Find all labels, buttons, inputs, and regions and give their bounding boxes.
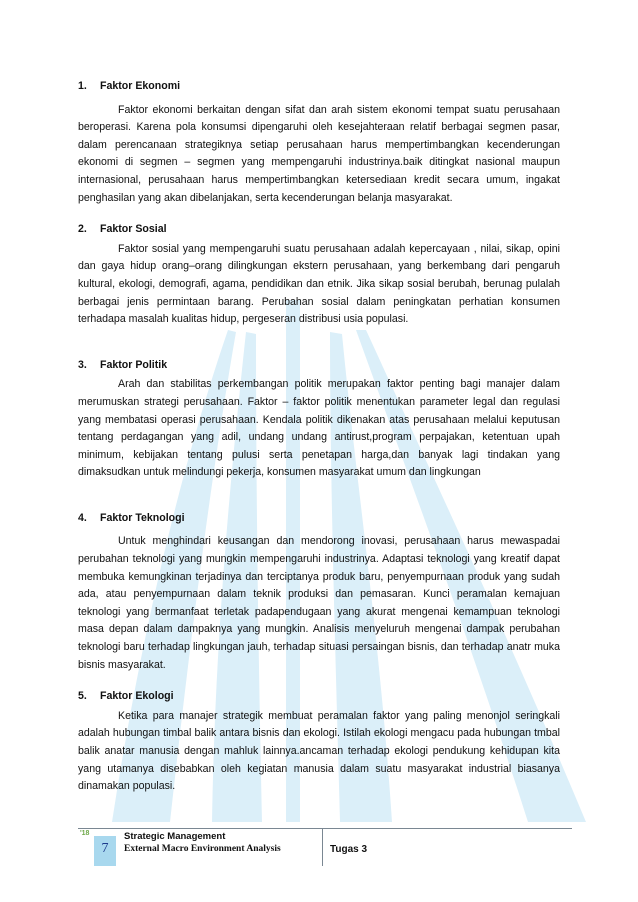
- footer-task-label: Tugas 3: [330, 844, 368, 855]
- section-faktor-politik: [78, 357, 560, 482]
- section-heading: [78, 221, 560, 239]
- footer-subtitle: External Macro Environment Analysis: [124, 844, 281, 854]
- section-faktor-sosial: [78, 221, 560, 329]
- section-heading: [78, 688, 560, 706]
- section-paragraph: Faktor ekonomi berkaitan dengan sifat dan arah sistem ekonomi tempat suatu perusahaan beroperasi. Karena pola konsumsi dipengaruhi oleh kesejahteraan relatif berbagai segmen pasar, dalam perencanaan strategiknya setiap perusahaan harus mempertimbangkan kecenderungan ekonomi di segmen – segmen yang mempengaruhi industrinya.baik ditingkat nasional maupun internasional, perusahaan harus mempertimbangkan ketersediaan kredit secara umum, ingakat penghasilan yang akan dibelanjakan, serta kecenderungan belanja masyarakat.: [78, 103, 560, 204]
- section-paragraph: Ketika para manajer strategik membuat peramalan faktor yang paling menonjol seringkali adalah hubungan timbal balik antara bisnis dan ekologi. Istilah ekologi mengacu pada hubungan tmbal balik anatar manusia dengan mahluk lainnya.ancaman terhadap ekologi pendukung kehidupan kita yang utamanya disebabkan oleh kegiatan manusia dalam suatu masyarakat industrial biasanya dinamakan populasi.: [78, 709, 560, 793]
- footer-divider: [78, 828, 572, 829]
- section-heading: [78, 78, 560, 96]
- section-title: Faktor Ekonomi: [100, 80, 181, 92]
- section-title: Faktor Ekologi: [100, 690, 174, 703]
- section-paragraph: Arah dan stabilitas perkembangan politik merupakan faktor penting bagi manajer dalam merumuskan strategi perusahaan. Faktor – faktor politik menentukan parameter legal dan regulasi yang membatasi operasi perusahaan. Kendala politik dikenakan atas perusahaan melalui keputusan tentang perdagangan yang adil, undang undang antirust,program perpajakan, ketentuan upah minimum, kebijakan tentang pulusi serta penetapan harga,dan banyak lagi tindakan yang dimaksudkan untuk melindungi pekerja, konsumen masyarakat umum dan lingkungan: [78, 378, 560, 479]
- document-body: [78, 78, 560, 810]
- section-number: 4.: [78, 511, 87, 524]
- page-footer: [0, 828, 638, 868]
- section-title: Faktor Sosial: [100, 223, 167, 236]
- section-number: 3.: [78, 358, 87, 371]
- footer-course-title: Strategic Management: [124, 831, 226, 842]
- footer-year: '18: [80, 830, 90, 837]
- section-heading: [78, 357, 560, 375]
- section-number: 1.: [78, 80, 87, 92]
- section-title: Faktor Teknologi: [100, 511, 185, 524]
- section-faktor-teknologi: [78, 510, 560, 674]
- section-number: 2.: [78, 223, 87, 236]
- section-heading: [78, 510, 560, 528]
- page-number: 7: [101, 841, 109, 856]
- section-faktor-ekonomi: [78, 78, 560, 207]
- section-paragraph: Untuk menghindari keusangan dan mendorong inovasi, perusahaan harus mewaspadai perubahan teknologi yang mungkin mempengaruhi industrinya. Adaptasi teknologi yang kreatif dapat membuka kemungkinan terjadinya dan terciptanya produk baru, penyempurnaan produk yang sudah ada, atau penyempurnaan dalam teknik produksi dan pemasaran. Kunci peramalan kemajuan teknologi yang bermanfaat terletak padapendugaan yang akurat mengenai kemampuan teknologi masa depan dalam dampaknya yang mungkin. Analisis menyeluruh mengenai dampak perubahan teknologi baru terhadap lingkungan jauh, terhadap situasi persaingan bisnis, dan terhadap anatr muka bisnis masyarakat.: [78, 535, 560, 671]
- footer-vertical-divider: [322, 828, 323, 866]
- section-title: Faktor Politik: [100, 358, 168, 371]
- section-faktor-ekologi: [78, 688, 560, 796]
- section-number: 5.: [78, 690, 87, 703]
- section-paragraph: Faktor sosial yang mempengaruhi suatu perusahaan adalah kepercayaan , nilai, sikap, opini dan gaya hidup orang–orang dilingkungan ekstern perusahaan, yang berkembang dari pengaruh kultural, ekologi, demografi, agama, pendidikan dan etnik. Jika sikap sosial berubah, berunag pulalah berbagai jenis permintaan barang. Perubahan sosial dalam peningkatan perhatian konsumen terhadapa masalah kualitas hidup, pergeseran distribusi usia populasi.: [78, 242, 560, 326]
